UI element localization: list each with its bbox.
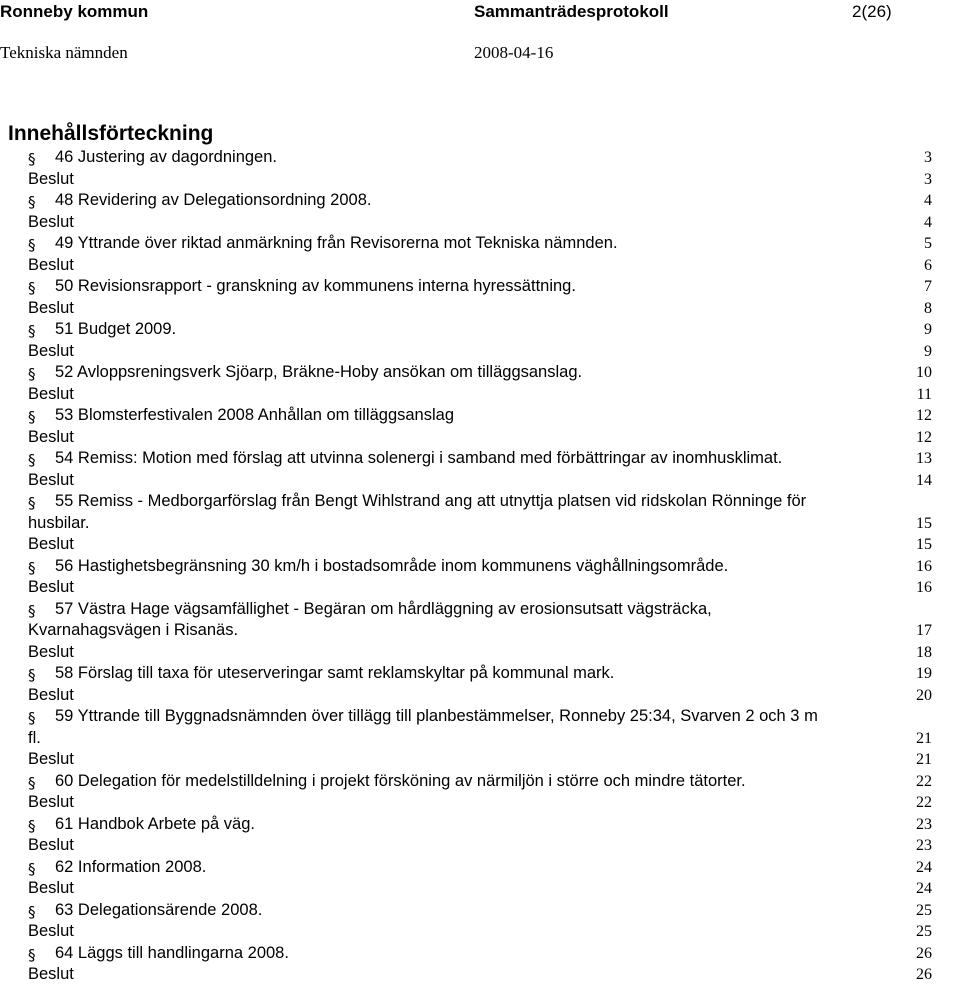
toc-page-number: 3 — [924, 149, 932, 166]
toc-entry[interactable] — [28, 362, 952, 384]
toc-entry-text: Beslut — [28, 341, 74, 360]
toc-decision[interactable] — [28, 577, 952, 599]
toc-decision[interactable] — [28, 341, 952, 363]
section-sign-icon: § — [28, 193, 36, 211]
toc-decision[interactable] — [28, 470, 952, 492]
meeting-date: 2008-04-16 — [474, 43, 554, 62]
toc-entry[interactable] — [28, 276, 952, 298]
toc-entry[interactable] — [28, 233, 952, 255]
toc-entry-text: Beslut — [28, 879, 74, 897]
toc-entry-text: 48 Revidering av Delegationsordning 2008. — [55, 191, 372, 209]
section-sign-icon: § — [28, 150, 36, 168]
toc-entry-text: Beslut — [28, 793, 74, 811]
section-sign-icon: § — [28, 408, 36, 426]
page-header — [0, 0, 960, 70]
toc-page-number: 14 — [916, 471, 932, 489]
toc-page-number: 10 — [916, 364, 932, 381]
toc-page-number: 13 — [916, 450, 932, 467]
organization-name: Ronneby kommun — [0, 2, 149, 21]
toc-entry-text: 64 Läggs till handlingarna 2008. — [55, 943, 289, 962]
section-sign-icon: § — [28, 902, 36, 921]
toc-entry-text: Beslut — [28, 965, 74, 983]
toc-page-number: 6 — [924, 256, 932, 274]
toc-page-number: 3 — [924, 170, 932, 188]
toc-decision[interactable] — [28, 685, 952, 707]
section-sign-icon: § — [28, 709, 36, 727]
toc-page-number: 15 — [916, 536, 932, 553]
toc-entry[interactable] — [28, 448, 952, 470]
toc-page-number: 16 — [916, 579, 932, 596]
toc-decision[interactable] — [28, 298, 952, 320]
section-sign-icon: § — [28, 601, 36, 620]
toc-page-number: 23 — [916, 815, 932, 833]
toc-entry-text: Beslut — [28, 750, 74, 768]
toc-entry-text: 63 Delegationsärende 2008. — [55, 900, 263, 919]
toc-decision[interactable] — [28, 212, 952, 234]
toc-entry-text: Beslut — [28, 427, 74, 446]
toc-page-number: 12 — [916, 407, 932, 424]
toc-entry-text: Beslut — [28, 169, 74, 188]
toc-entry-text: 49 Yttrande över riktad anmärkning från Revisorerna mot Tekniska nämnden. — [55, 234, 618, 252]
section-sign-icon: § — [28, 816, 36, 835]
toc-entry-text: Beslut — [28, 578, 74, 596]
toc-entry-text: 52 Avloppsreningsverk Sjöarp, Bräkne-Hoby ansökan om tilläggsanslag. — [55, 363, 583, 381]
toc-decision[interactable] — [28, 792, 952, 814]
toc-page-number: 4 — [924, 213, 932, 231]
toc-entry[interactable] — [28, 706, 952, 749]
toc-entry[interactable] — [28, 405, 952, 427]
toc-page-number: 24 — [916, 858, 932, 876]
toc-entry-text: Beslut — [28, 642, 74, 661]
section-sign-icon: § — [28, 451, 36, 469]
toc-page-number: 18 — [916, 643, 932, 661]
toc-page-number: 12 — [916, 428, 932, 446]
toc-entry-text: 57 Västra Hage vägsamfällighet - Begäran om hårdläggning av erosionsutsatt vägsträcka, Kvarnahagsvägen i Risanäs. — [28, 599, 952, 642]
toc-entry-text: 60 Delegation för medelstilldelning i projekt försköning av närmiljön i större och mindre tätorter. — [55, 771, 746, 790]
toc-entry-text: 54 Remiss: Motion med förslag att utvinna solenergi i samband med förbättringar av inomhusklimat. — [55, 449, 783, 467]
toc-entry-continuation: Kvarnahagsvägen i Risanäs. — [28, 621, 239, 639]
section-sign-icon: § — [28, 236, 36, 254]
toc-entry[interactable] — [28, 556, 952, 578]
toc-entry-text: Beslut — [28, 212, 74, 231]
toc-page-number: 16 — [916, 557, 932, 575]
toc-decision[interactable] — [28, 534, 952, 556]
toc-page-number: 11 — [916, 385, 932, 403]
toc-entry-text: Beslut — [28, 298, 74, 317]
toc-page-number: 9 — [924, 321, 932, 338]
toc-entry-text: Beslut — [28, 685, 74, 704]
toc-page-number: 24 — [916, 880, 932, 897]
toc-decision[interactable] — [28, 835, 952, 857]
table-of-contents — [28, 147, 952, 986]
toc-entry-text: 53 Blomsterfestivalen 2008 Anhållan om tilläggsanslag — [55, 406, 454, 424]
toc-page-number: 25 — [916, 923, 932, 940]
toc-decision[interactable] — [28, 169, 952, 191]
section-sign-icon: § — [28, 494, 36, 512]
toc-decision[interactable] — [28, 878, 952, 900]
toc-entry[interactable] — [28, 190, 952, 212]
toc-page-number: 19 — [916, 665, 932, 682]
section-sign-icon: § — [28, 322, 36, 340]
toc-page-number: 21 — [916, 729, 932, 747]
toc-page-number: 4 — [924, 192, 932, 209]
toc-page-number: 9 — [924, 342, 932, 360]
toc-entry[interactable] — [28, 491, 952, 534]
toc-entry-text: 50 Revisionsrapport - granskning av kommunens interna hyressättning. — [55, 277, 576, 295]
toc-entry[interactable] — [28, 771, 952, 793]
toc-decision[interactable] — [28, 749, 952, 771]
section-sign-icon: § — [28, 365, 36, 383]
toc-entry[interactable] — [28, 319, 952, 341]
toc-entry-text: 61 Handbok Arbete på väg. — [55, 814, 255, 833]
toc-entry-text: 59 Yttrande till Byggnadsnämnden över tillägg till planbestämmelser, Ronneby 25:34, Svarven 2 och 3 m fl. — [28, 706, 952, 749]
toc-entry[interactable] — [28, 663, 952, 685]
section-sign-icon: § — [28, 279, 36, 297]
toc-entry-text: 51 Budget 2009. — [55, 320, 177, 338]
toc-entry[interactable] — [28, 857, 952, 879]
toc-page-number: 21 — [916, 751, 932, 768]
section-sign-icon: § — [28, 666, 36, 684]
toc-entry-text: 46 Justering av dagordningen. — [55, 148, 277, 166]
toc-entry[interactable] — [28, 900, 952, 922]
toc-entry-continuation: husbilar. — [28, 513, 90, 532]
toc-page-number: 15 — [916, 514, 932, 532]
section-sign-icon: § — [28, 859, 36, 878]
toc-entry-text: Beslut — [28, 836, 74, 854]
section-sign-icon: § — [28, 773, 36, 792]
toc-entry[interactable] — [28, 814, 952, 836]
toc-entry-text: Beslut — [28, 922, 74, 940]
toc-entry-text: 56 Hastighetsbegränsning 30 km/h i bostadsområde inom kommunens väghållningsområde. — [55, 556, 729, 575]
toc-page-number: 5 — [924, 235, 932, 252]
toc-page-number: 22 — [916, 794, 932, 811]
toc-decision[interactable] — [28, 384, 952, 406]
toc-page-number: 17 — [916, 622, 932, 639]
toc-decision[interactable] — [28, 642, 952, 664]
section-sign-icon: § — [28, 945, 36, 964]
toc-title: Innehållsförteckning — [8, 122, 214, 145]
toc-entry[interactable] — [28, 943, 952, 965]
page-number: 2(26) — [852, 2, 892, 21]
section-sign-icon: § — [28, 558, 36, 577]
toc-entry-text: Beslut — [28, 255, 74, 274]
toc-entry-text: 55 Remiss - Medborgarförslag från Bengt Wihlstrand ang att utnyttja platsen vid ridskolan Rönninge för husbilar. — [28, 491, 952, 534]
toc-page-number: 26 — [916, 966, 932, 983]
toc-decision[interactable] — [28, 964, 952, 986]
toc-entry-text: Beslut — [28, 470, 74, 489]
document-type: Sammanträdesprotokoll — [474, 2, 669, 21]
toc-decision[interactable] — [28, 427, 952, 449]
toc-decision[interactable] — [28, 921, 952, 943]
toc-entry[interactable] — [28, 599, 952, 642]
toc-decision[interactable] — [28, 255, 952, 277]
toc-page-number: 26 — [916, 944, 932, 962]
toc-page-number: 25 — [916, 901, 932, 919]
toc-entry-text: Beslut — [28, 384, 74, 403]
toc-page-number: 20 — [916, 686, 932, 704]
toc-page-number: 22 — [916, 772, 932, 790]
toc-entry-continuation: fl. — [28, 728, 41, 747]
toc-entry-text: 58 Förslag till taxa för uteserveringar samt reklamskyltar på kommunal mark. — [55, 664, 615, 682]
toc-page-number: 23 — [916, 837, 932, 854]
toc-entry-text: Beslut — [28, 535, 74, 553]
toc-entry[interactable] — [28, 147, 952, 169]
toc-page-number: 7 — [924, 278, 932, 295]
toc-page-number: 8 — [924, 299, 932, 317]
toc-entry-text: 62 Information 2008. — [55, 857, 207, 876]
committee-name: Tekniska nämnden — [0, 43, 128, 62]
